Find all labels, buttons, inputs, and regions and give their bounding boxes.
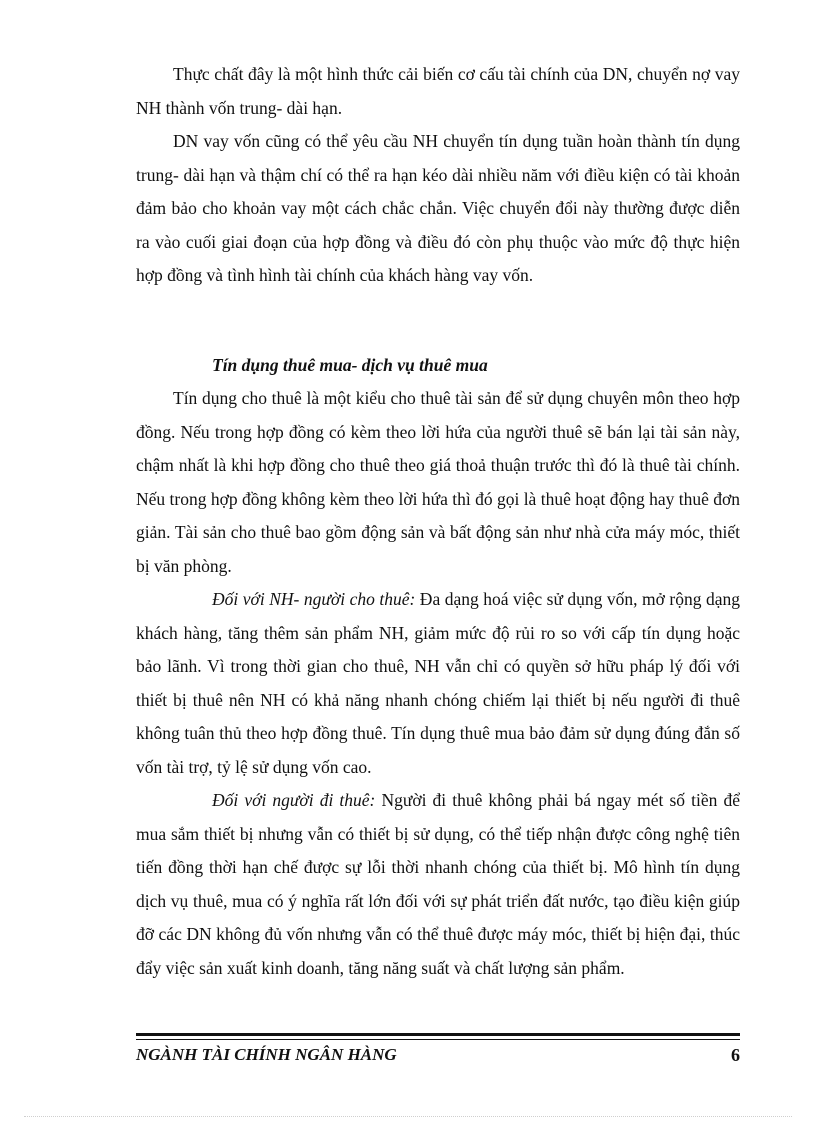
footer-rule-thin — [136, 1039, 740, 1040]
section-spacer — [136, 293, 740, 349]
footer-title: NGÀNH TÀI CHÍNH NGÂN HÀNG — [136, 1045, 397, 1064]
lessor-lead: Đối với NH- người cho thuê: — [212, 589, 416, 609]
paragraph-1: Thực chất đây là một hình thức cải biến cơ cấu tài chính của DN, chuyển nợ vay NH thành vốn trung- dài hạn. — [136, 64, 740, 118]
page-number: 6 — [731, 1045, 740, 1065]
lessee-text: Người đi thuê không phải bá ngay mét số tiền để mua sắm thiết bị nhưng vẫn có thiết bị sử dụng, có thể tiếp nhận được công nghệ tiên tiến đồng thời hạn chế được sự lỗi thời nhanh chóng của thiết bị. Mô hình tín dụng dịch vụ thuê, mua có ý nghĩa rất lớn đối với sự phát triển đất nước, tạo điều kiện giúp đỡ các DN không đủ vốn nhưng vẫn có thể thuê được máy móc, thiết bị hiện đại, thúc đẩy việc sản xuất kinh doanh, tăng năng suất và chất lượng sản phẩm. — [136, 790, 740, 978]
section-heading: Tín dụng thuê mua- dịch vụ thuê mua — [212, 354, 488, 375]
footer-rule-thick — [136, 1033, 740, 1036]
lessor-paragraph — [136, 583, 740, 784]
paragraph-2: DN vay vốn cũng có thể yêu cầu NH chuyển tín dụng tuần hoàn thành tín dụng trung- dài hạn và thậm chí có thể ra hạn kéo dài nhiều năm với điều kiện có tài khoản đảm bảo cho khoản vay một cách chắc chắn. Việc chuyển đổi này thường được diễn ra vào cuối giai đoạn của hợp đồng và điều đó còn phụ thuộc vào mức độ thực hiện hợp đồng và tình hình tài chính của khách hàng vay vốn. — [136, 131, 740, 285]
section-intro-paragraph: Tín dụng cho thuê là một kiểu cho thuê tài sản để sử dụng chuyên môn theo hợp đồng. Nếu trong hợp đồng có kèm theo lời hứa của người thuê sẽ bán lại tài sản này, chậm nhất là khi hợp đồng cho thuê theo giá thoả thuận trước thì đó là thuê tài chính. Nếu trong hợp đồng không kèm theo lời hứa thì đó gọi là thuê hoạt động hay thuê đơn giản. Tài sản cho thuê bao gồm động sản và bất động sản như nhà cửa máy móc, thiết bị văn phòng. — [136, 388, 740, 576]
lessee-lead: Đối với người đi thuê: — [212, 790, 376, 810]
lessee-paragraph — [136, 784, 740, 985]
lessor-text: Đa dạng hoá việc sử dụng vốn, mở rộng dạng khách hàng, tăng thêm sản phẩm NH, giảm mức độ rủi ro so với cấp tín dụng hoặc bảo lãnh. Vì trong thời gian cho thuê, NH vẫn chỉ có quyền sở hữu pháp lý đối với thiết bị thuê nên NH có khả năng nhanh chóng chiếm lại thiết bị nếu người đi thuê không tuân thủ theo hợp đồng thuê. Tín dụng thuê mua bảo đảm sử dụng đúng đắn số vốn tài trợ, tỷ lệ sử dụng vốn cao. — [136, 589, 740, 777]
page-edge-divider — [24, 1116, 792, 1117]
body-text — [136, 58, 740, 985]
